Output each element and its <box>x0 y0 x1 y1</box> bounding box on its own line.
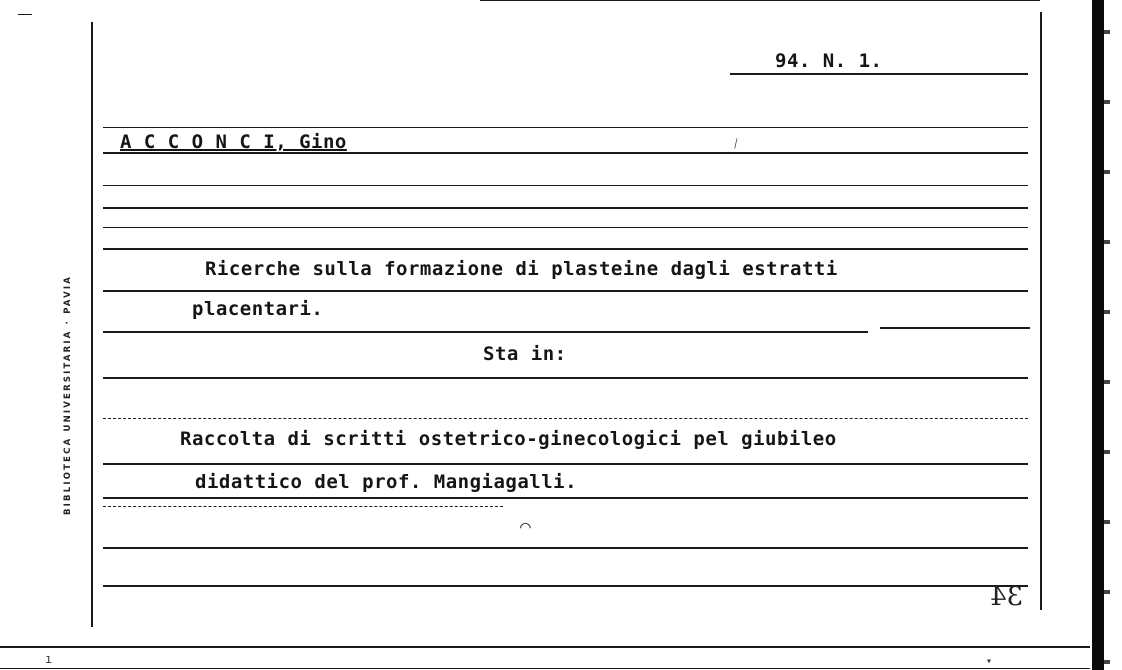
ruled-line <box>103 248 1028 250</box>
right-margin-rule <box>1040 12 1042 610</box>
ruled-line <box>103 463 1028 465</box>
title-line-2: placentari. <box>192 298 324 320</box>
ruled-line <box>103 185 1028 186</box>
sta-in-label: Sta in: <box>483 343 567 365</box>
ruled-line <box>103 547 1028 549</box>
top-edge-line <box>480 0 1040 1</box>
bottom-card-edge <box>0 646 1090 648</box>
scan-right-edge <box>1092 0 1104 670</box>
ruled-line <box>103 506 503 507</box>
ruled-line <box>103 207 1028 209</box>
top-scan-mark <box>18 14 32 15</box>
hole-mark: ⌒ <box>520 516 531 537</box>
ruled-line <box>103 585 1028 587</box>
corner-mark: ı <box>45 652 53 666</box>
handwritten-number: 34 <box>990 582 1024 612</box>
ruled-line <box>103 418 1028 419</box>
corner-mark: ▾ <box>986 656 993 667</box>
author-name: A C C O N C I, Gino <box>120 131 347 153</box>
library-stamp: BIBLIOTECA UNIVERSITARIA · PAVIA <box>63 274 73 515</box>
source-line-2: didattico del prof. Mangiagalli. <box>195 471 578 493</box>
ruled-line <box>103 497 1028 499</box>
shelf-mark-rule <box>730 73 1028 75</box>
ruled-line <box>103 377 1028 379</box>
ruled-line <box>103 331 868 333</box>
ruled-line <box>103 290 1028 292</box>
ruled-line <box>880 327 1030 329</box>
left-margin-rule <box>91 22 93 627</box>
ruled-line <box>103 227 1028 228</box>
pen-tick-mark: ⁄ <box>729 135 743 153</box>
ruled-line <box>103 127 1028 128</box>
title-line-1: Ricerche sulla formazione di plasteine dagli estratti <box>205 258 838 280</box>
bottom-scan-edge <box>0 668 1090 669</box>
shelf-mark: 94. N. 1. <box>775 50 883 72</box>
source-line-1: Raccolta di scritti ostetrico-ginecologici pel giubileo <box>180 428 837 450</box>
